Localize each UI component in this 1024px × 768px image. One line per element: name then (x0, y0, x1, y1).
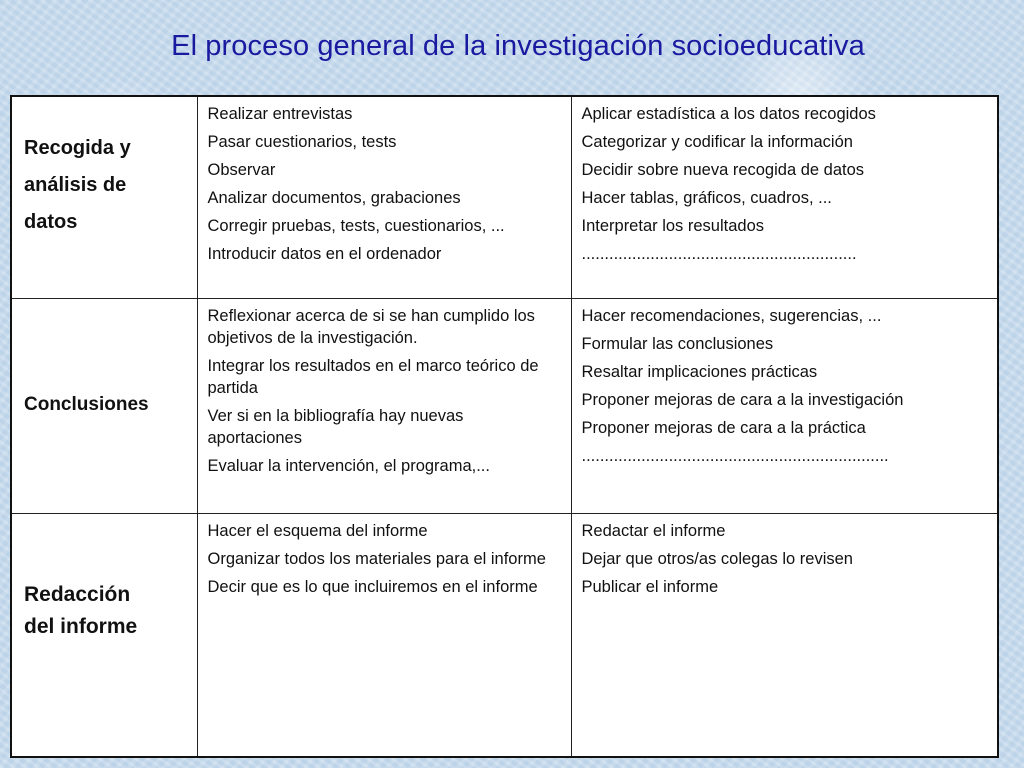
activities-cell (197, 96, 571, 298)
row-heading-recogida: Recogida y análisis de datos (24, 137, 131, 233)
list-item: Proponer mejoras de cara a la práctica (581, 418, 866, 437)
list-item: Categorizar y codificar la información (581, 133, 853, 151)
list-item: Realizar entrevistas (207, 105, 353, 123)
tasks-list (572, 97, 998, 265)
list-item: Corregir pruebas, tests, cuestionarios, ... (207, 217, 505, 235)
activities-list (198, 514, 571, 598)
list-item: Introducir datos en el ordenador (207, 245, 442, 263)
list-item: Aplicar estadística a los datos recogidos (581, 105, 876, 123)
list-item: Formular las conclusiones (581, 334, 774, 353)
list-item: Redactar el informe (581, 521, 726, 540)
tasks-list (572, 514, 998, 598)
activities-list (198, 299, 571, 477)
list-item: Publicar el informe (581, 577, 719, 596)
list-item: Hacer tablas, gráficos, cuadros, ... (581, 189, 832, 207)
activities-cell (197, 513, 571, 757)
list-item: Resaltar implicaciones prácticas (581, 362, 818, 381)
row-heading-cell (11, 513, 197, 757)
tasks-cell (571, 96, 998, 298)
list-item: Observar (207, 161, 276, 179)
tasks-list (572, 299, 998, 467)
list-item: Decidir sobre nueva recogida de datos (581, 161, 865, 179)
activities-list (198, 97, 571, 265)
list-item: Hacer recomendaciones, sugerencias, ... (581, 306, 882, 325)
list-item: Integrar los resultados en el marco teórico de partida (207, 356, 539, 397)
list-item: Pasar cuestionarios, tests (207, 133, 397, 151)
row-heading-cell (11, 298, 197, 513)
process-table (10, 95, 999, 758)
row-heading-conclusiones: Conclusiones (24, 393, 149, 415)
list-item: Evaluar la intervención, el programa,... (207, 456, 490, 475)
tasks-cell (571, 513, 998, 757)
list-item: Ver si en la bibliografía hay nuevas aportaciones (207, 406, 464, 447)
table-row-recogida (11, 96, 998, 298)
row-heading-cell (11, 96, 197, 298)
list-item: Decir que es lo que incluiremos en el informe (207, 577, 538, 596)
slide-title: El proceso general de la investigación socioeducativa (171, 30, 865, 62)
tasks-cell (571, 298, 998, 513)
list-item: Reflexionar acerca de si se han cumplido los objetivos de la investigación. (207, 306, 535, 347)
list-item: Interpretar los resultados (581, 217, 765, 235)
list-item: Dejar que otros/as colegas lo revisen (581, 549, 853, 568)
table-row-conclusiones (11, 298, 998, 513)
list-item: Organizar todos los materiales para el informe (207, 549, 546, 568)
list-item: Proponer mejoras de cara a la investigación (581, 390, 904, 409)
list-item: Hacer el esquema del informe (207, 521, 428, 540)
list-item: Analizar documentos, grabaciones (207, 189, 461, 207)
activities-cell (197, 298, 571, 513)
table-row-redaccion (11, 513, 998, 757)
list-item: ................................................................... (581, 446, 889, 465)
list-item: ............................................................ (581, 245, 857, 263)
row-heading-redaccion: Redacción del informe (24, 582, 138, 638)
